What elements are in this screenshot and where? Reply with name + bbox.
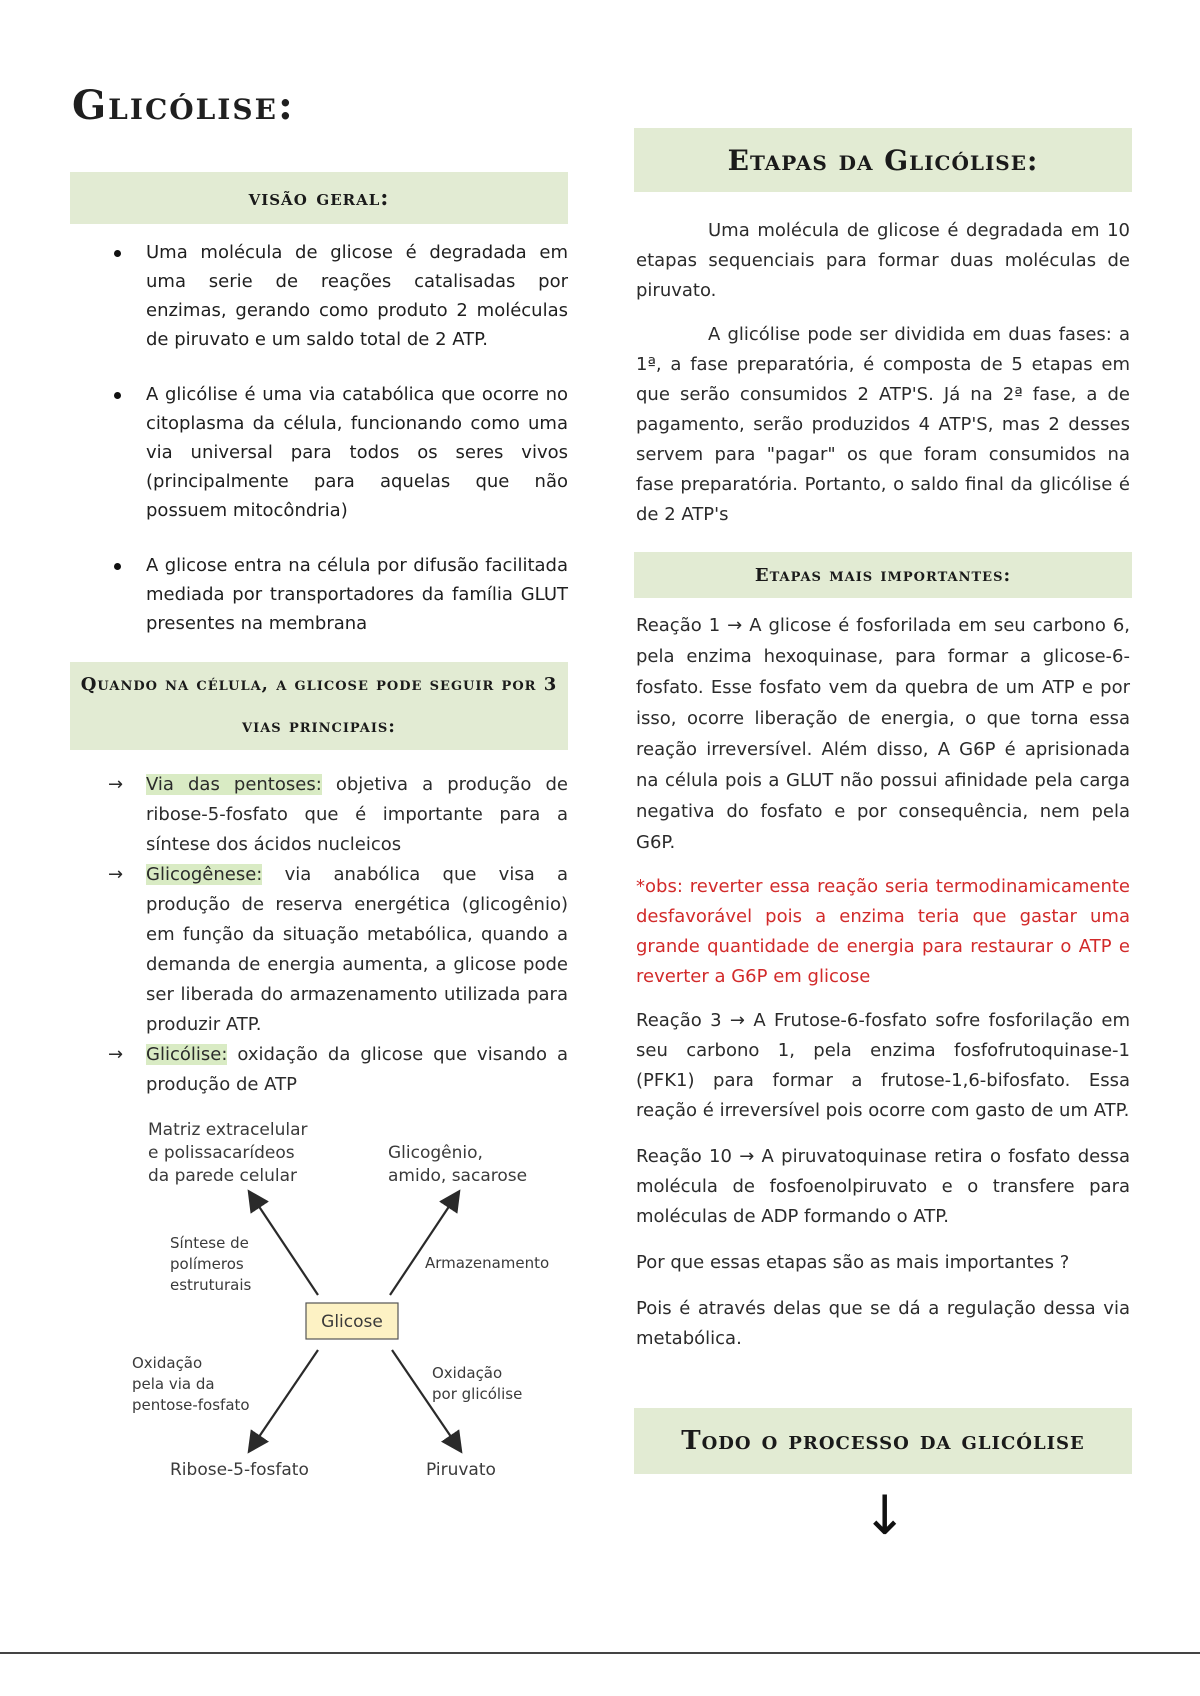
diagram-arrow-up-left (250, 1193, 318, 1295)
reaction-3-text: Reação 3 → A Frutose-6-fosfato sofre fosforilação em seu carbono 1, pela enzima fosfofrutoquinase-1 (PFK1) para formar a frutose-1,6-bifosfato. Essa reação é irreversível pois ocorre com gasto de um ATP. (636, 1010, 1130, 1121)
diagram-arrow-down-left (250, 1350, 318, 1450)
diagram-top-left-line2: e polissacarídeos (148, 1143, 295, 1163)
pathway-term: Glicogênese: (146, 864, 263, 885)
diagram-bottom-right: Piruvato (426, 1460, 496, 1480)
bullet-text: Uma molécula de glicose é degradada em uma serie de reações catalisadas por enzimas, gerando como produto 2 moléculas de piruvato e um saldo total de 2 ATP. (146, 242, 568, 350)
pathways-heading-text: Quando na célula, a glicose pode seguir por 3 vias principais: (80, 674, 558, 737)
reactions-section (636, 610, 1130, 1354)
diagram-label-glycolysis-1: Oxidação (432, 1364, 503, 1382)
footer-divider (0, 1652, 1200, 1654)
diagram-arrow-up-right (390, 1193, 458, 1295)
pathway-text: oxidação da glicose que visando a produção de ATP (146, 1044, 568, 1095)
overview-heading-text: visão geral: (248, 185, 390, 211)
diagram-label-pentose-3: pentose-fosfato (132, 1396, 250, 1414)
diagram-bottom-left: Ribose-5-fosfato (170, 1460, 309, 1480)
process-heading (634, 1408, 1132, 1474)
reaction-1-text: Reação 1 → A glicose é fosforilada em seu carbono 6, pela enzima hexoquinase, para formar a glicose-6-fosfato. Esse fosfato vem da quebra de um ATP e por isso, ocorre liberação de energia, o que torna essa reação irreversível. Além disso, A G6P é aprisionada na célula pois a GLUT não possui afinidade pela carga negativa do fosfato e por consequência, nem pela G6P. (636, 615, 1130, 853)
steps-heading (634, 128, 1132, 192)
obs-note: *obs: reverter essa reação seria termodinamicamente desfavorável pois a enzima teria que gastar uma grande quantidade de energia para restaurar o ATP e reverter a G6P em glicose (636, 876, 1130, 987)
diagram-top-left-line3: da parede celular (148, 1166, 297, 1186)
list-item (108, 770, 568, 860)
list-item (146, 238, 568, 354)
overview-heading (70, 172, 568, 224)
list-item (108, 1040, 568, 1100)
bullet-dot-icon (114, 250, 121, 257)
page-title: Glicólise: (72, 82, 295, 129)
pathway-term: Glicólise: (146, 1044, 228, 1065)
pathway-term: Via das pentoses: (146, 774, 322, 795)
intro-paragraph-1: Uma molécula de glicose é degradada em 10 etapas sequenciais para formar duas moléculas de piruvato. (636, 220, 1130, 301)
bullet-text: A glicose entra na célula por difusão facilitada mediada por transportadores da família GLUT presentes na membrana (146, 555, 568, 634)
diagram-label-synthesis-3: estruturais (170, 1276, 252, 1294)
diagram-label-glycolysis-2: por glicólise (432, 1385, 523, 1403)
bullet-dot-icon (114, 563, 121, 570)
reaction-10-text: Reação 10 → A piruvatoquinase retira o fosfato dessa molécula de fosfoenolpiruvato e o transfere para moléculas de ADP formando o ATP. (636, 1146, 1130, 1227)
diagram-label-storage: Armazenamento (425, 1254, 550, 1272)
bullet-text: A glicólise é uma via catabólica que ocorre no citoplasma da célula, funcionando como uma via universal para todos os seres vivos (principalmente para aquelas que não possuem mitocôndria) (146, 384, 568, 521)
steps-intro (636, 216, 1130, 530)
arrow-right-icon: → (108, 774, 124, 795)
arrow-right-icon: → (108, 864, 124, 885)
diagram-label-synthesis-2: polímeros (170, 1255, 244, 1273)
diagram-center-label: Glicose (321, 1312, 383, 1332)
steps-heading-text: Etapas da Glicólise: (727, 143, 1039, 177)
process-heading-text: Todo o processo da glicólise (681, 1426, 1085, 1456)
intro-paragraph-2: A glicólise pode ser dividida em duas fases: a 1ª, a fase preparatória, é composta de 5 etapas em que serão consumidos 2 ATP'S. Já na 2ª fase, a de pagamento, serão produzidos 4 ATP'S, mas 2 desses servem para "pagar" os que foram consumidos na fase preparatória. Portanto, o saldo final da glicólise é de 2 ATP's (636, 324, 1130, 525)
question-text: Por que essas etapas são as mais importantes ? (636, 1252, 1070, 1273)
down-arrow-icon: ↓ (862, 1484, 908, 1547)
important-steps-heading-text: Etapas mais importantes: (754, 564, 1012, 586)
pathway-text: objetiva a produção de ribose-5-fosfato que é importante para a síntese dos ácidos nucleicos (146, 774, 569, 855)
list-item (146, 551, 568, 638)
pathway-text: via anabólica que visa a produção de reserva energética (glicogênio) em função da situação metabólica, quando a demanda de energia aumenta, a glicose pode ser liberada do armazenamento utilizada para produzir ATP. (146, 864, 568, 1035)
overview-bullet-list (100, 238, 568, 664)
diagram-top-left-line1: Matriz extracelular (148, 1120, 308, 1140)
list-item (146, 380, 568, 525)
bullet-dot-icon (114, 392, 121, 399)
arrow-right-icon: → (108, 1044, 124, 1065)
pathways-list (108, 770, 568, 1100)
pathways-heading (70, 662, 568, 750)
diagram-top-right-line2: amido, sacarose (388, 1166, 528, 1186)
diagram-label-pentose-2: pela via da (132, 1375, 215, 1393)
answer-text: Pois é através delas que se dá a regulação dessa via metabólica. (636, 1298, 1130, 1349)
important-steps-heading (634, 552, 1132, 598)
diagram-label-synthesis-1: Síntese de (170, 1234, 249, 1252)
diagram-label-pentose-1: Oxidação (132, 1354, 203, 1372)
glucose-fate-diagram (110, 1105, 580, 1505)
diagram-top-right-line1: Glicogênio, (388, 1143, 483, 1163)
list-item (108, 860, 568, 1040)
